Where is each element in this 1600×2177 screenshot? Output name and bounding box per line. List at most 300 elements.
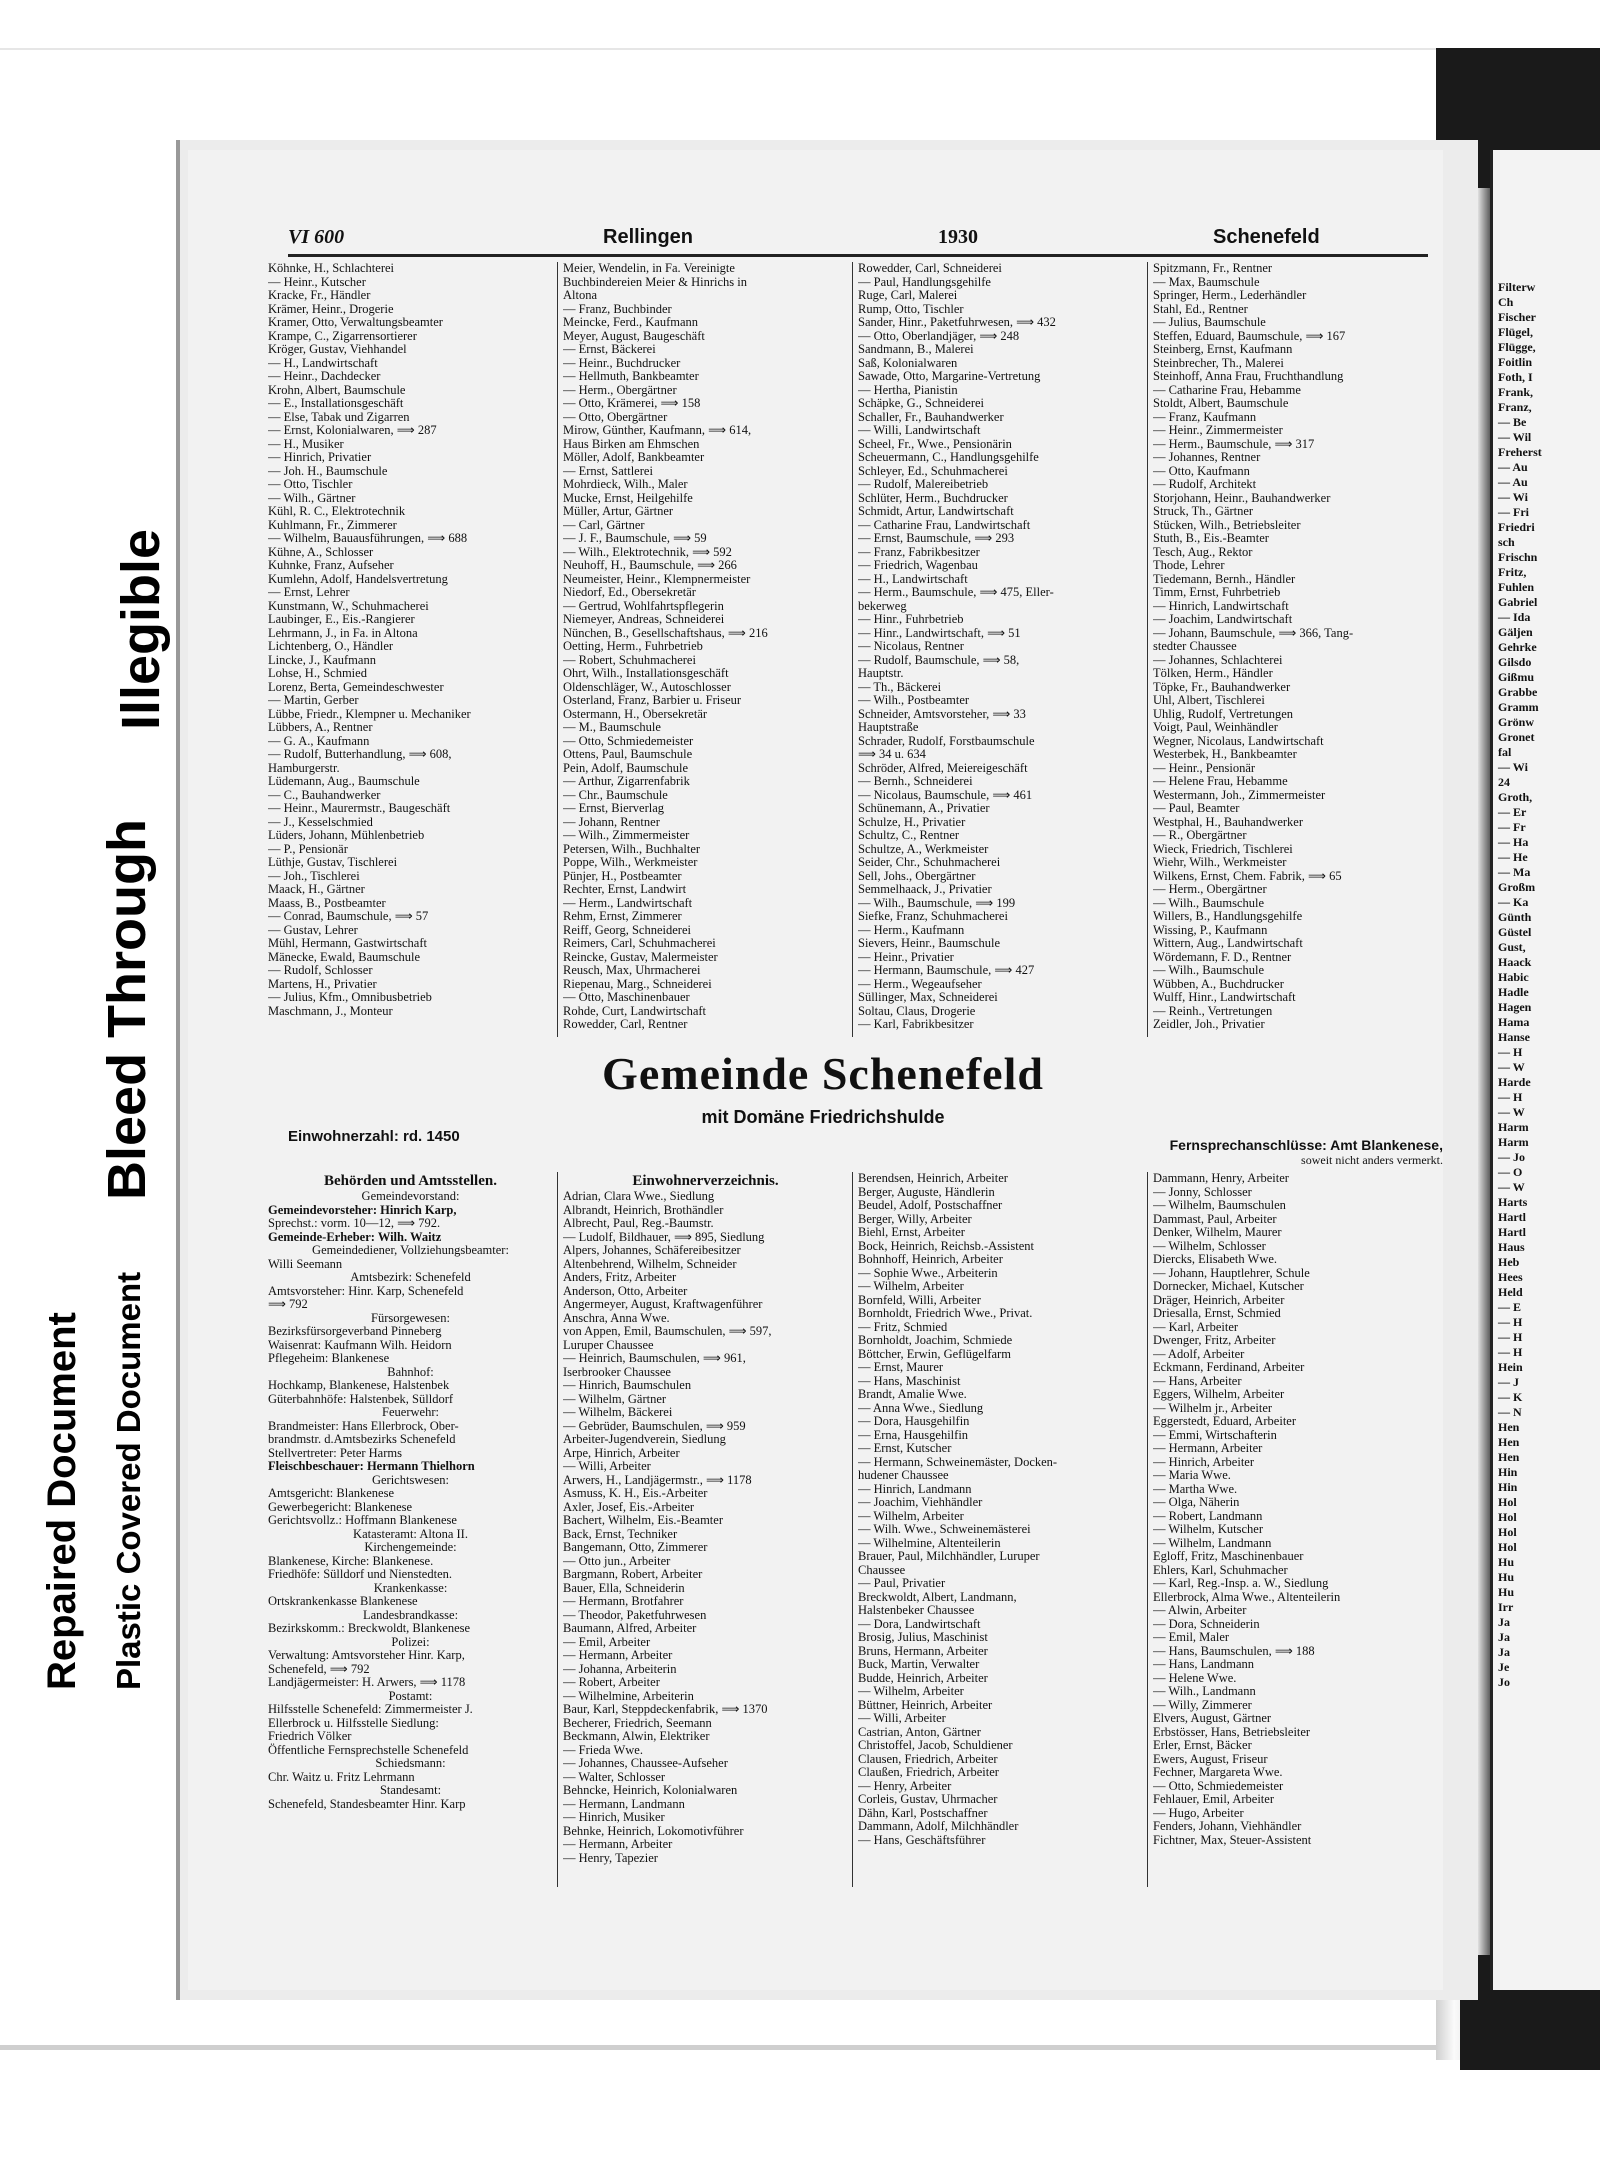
adjacent-page-fragment: Großm [1498, 880, 1536, 894]
directory-entry: Ehlers, Karl, Schuhmacher [1153, 1562, 1288, 1577]
directory-entry: Christoffel, Jacob, Schuldiener [858, 1738, 1013, 1752]
directory-entry: Feuerwehr: [382, 1405, 439, 1419]
directory-entry: Ellerbrock, Alma Wwe., Altenteilerin [1153, 1589, 1341, 1604]
directory-entry: Schenefeld, ⟹ 792 [268, 1661, 370, 1676]
directory-entry: Maack, H., Gärtner [268, 882, 365, 896]
directory-entry: Lübbers, A., Rentner [268, 720, 373, 734]
page-header [288, 220, 1428, 257]
directory-entry: Wieck, Friedrich, Tischlerei [1153, 841, 1293, 856]
directory-entry: — Karl, Fabrikbesitzer [858, 1017, 974, 1031]
directory-entry: Hochkamp, Blankenese, Halstenbek [268, 1378, 450, 1392]
directory-entry: Lübbe, Friedr., Klempner u. Mechaniker [268, 706, 471, 721]
directory-entry: — Ernst, Bäckerei [563, 342, 656, 356]
header-year: 1930 [938, 226, 978, 248]
directory-entry: Castrian, Anton, Gärtner [858, 1724, 981, 1739]
directory-column-bottom [268, 1172, 553, 1811]
directory-entry: Bachert, Wilhelm, Eis.-Beamter [563, 1513, 723, 1527]
directory-entry: Blankenese, Kirche: Blankenese. [268, 1553, 434, 1568]
directory-entry: — Wilhelm, Landmann [1153, 1535, 1272, 1550]
directory-entry: — Herm., Obergärtner [1153, 882, 1267, 896]
directory-entry: — Hertha, Pianistin [858, 382, 958, 397]
directory-entry: Wulff, Hinr., Landwirtschaft [1153, 990, 1296, 1004]
column-heading: Behörden und Amtsstellen. [324, 1173, 497, 1189]
directory-entry: Ottens, Paul, Baumschule [563, 747, 693, 761]
adjacent-page-fragment: Gronet [1498, 730, 1535, 744]
adjacent-page-fragment: Hama [1498, 1015, 1530, 1029]
adjacent-page-fragment: — H [1498, 1330, 1523, 1344]
directory-entry: Angermeyer, August, Kraftwagenführer [563, 1297, 763, 1311]
directory-entry: — Wilhelm jr., Arbeiter [1153, 1400, 1273, 1415]
directory-entry: Wegner, Nicolaus, Landwirtschaft [1153, 733, 1324, 748]
directory-entry: — Karl, Reg.-Insp. a. W., Siedlung [1153, 1576, 1329, 1590]
directory-entry: Fechner, Margareta Wwe. [1153, 1765, 1283, 1779]
directory-entry: Fleischbeschauer: Hermann Thielhorn [268, 1459, 475, 1473]
directory-entry: Wiehr, Wilh., Werkmeister [1153, 855, 1287, 869]
directory-entry: — Wilhelm, Schlosser [1153, 1238, 1266, 1253]
directory-entry: — Herm., Baumschule, ⟹ 317 [1153, 436, 1315, 451]
adjacent-page-fragment: Hu [1498, 1585, 1515, 1599]
adjacent-page-fragment: — Jo [1498, 1150, 1525, 1164]
directory-entry: — Herm., Obergärtner [563, 382, 677, 397]
directory-entry: Schaller, Fr., Bauhandwerker [858, 409, 1004, 424]
directory-entry: — Paul, Privatier [858, 1576, 946, 1590]
directory-entry: Sander, Hinr., Paketfuhrwesen, ⟹ 432 [858, 315, 1056, 329]
directory-entry: Schiedsmann: [375, 1756, 446, 1770]
directory-entry: Spitzmann, Fr., Rentner [1153, 262, 1273, 275]
directory-entry: Friedrich Völker [268, 1729, 352, 1743]
adjacent-page-fragment: — He [1498, 850, 1528, 864]
directory-entry: brandmstr. d.Amtsbezirks Schenefeld [268, 1432, 456, 1446]
label-repaired: Repaired Document [40, 1312, 84, 1690]
directory-entry: Amtsbezirk: Schenefeld [350, 1270, 471, 1284]
directory-entry: Steinhoff, Anna Frau, Fruchthandlung [1153, 369, 1344, 383]
directory-entry: Westerbek, H., Bankbeamter [1153, 747, 1297, 761]
directory-entry: Gemeinde-Erheber: Wilh. Waitz [268, 1229, 442, 1244]
directory-entry: — Wilh., Baumschule, ⟹ 199 [858, 895, 1016, 910]
directory-entry: — Karl, Arbeiter [1153, 1319, 1239, 1334]
directory-entry: — Herm., Kaufmann [858, 922, 965, 937]
directory-entry: Berger, Auguste, Händlerin [858, 1184, 995, 1199]
directory-entry: Oldenschläger, W., Autoschlosser [563, 679, 731, 694]
adjacent-page-fragment: — Ida [1498, 610, 1531, 624]
directory-entry: Maschmann, J., Monteur [268, 1003, 393, 1018]
adjacent-page-fragment: Hartl [1498, 1225, 1526, 1239]
directory-entry: Schmidt, Artur, Landwirtschaft [858, 504, 1014, 518]
directory-entry: Stahl, Ed., Rentner [1153, 301, 1248, 316]
directory-entry: Albrecht, Paul, Reg.-Baumstr. [563, 1216, 714, 1230]
directory-entry: — Rudolf, Butterhandlung, ⟹ 608, [268, 747, 452, 761]
directory-entry: Bezirksfürsorgeverband Pinneberg [268, 1324, 442, 1338]
directory-entry: Gemeindevorsteher: Hinrich Karp, [268, 1202, 457, 1217]
directory-entry: Iserbrooker Chaussee [563, 1364, 671, 1379]
adjacent-page-fragment: 24 [1498, 775, 1510, 789]
directory-entry: Rechter, Ernst, Landwirt [563, 882, 687, 896]
adjacent-page-fragment: Hagen [1498, 1000, 1532, 1014]
directory-column-top [858, 262, 1143, 1032]
directory-entry: Lincke, J., Kaufmann [268, 652, 376, 667]
adjacent-page-fragment: Fischer [1498, 310, 1536, 324]
directory-entry: Wördemann, F. D., Rentner [1153, 949, 1292, 964]
directory-entry: Baumann, Alfred, Arbeiter [563, 1621, 697, 1635]
directory-entry: Verwaltung: Amtsvorsteher Hinr. Karp, [268, 1648, 465, 1662]
directory-entry: Driesalla, Ernst, Schmied [1153, 1306, 1281, 1320]
column-rule [852, 262, 853, 1037]
directory-entry: — Max, Baumschule [1153, 274, 1260, 289]
directory-entry: — Wilhelm, Baumschulen [1153, 1198, 1286, 1212]
directory-entry: Berger, Willy, Arbeiter [858, 1211, 972, 1226]
directory-entry: — Joachim, Landwirtschaft [1153, 612, 1293, 626]
adjacent-page-fragment: — H [1498, 1315, 1523, 1329]
directory-entry: Kühl, R. C., Elektrotechnik [268, 504, 406, 518]
directory-entry: Pflegeheim: Blankenese [268, 1351, 390, 1365]
directory-entry: Adrian, Clara Wwe., Siedlung [563, 1189, 715, 1203]
directory-entry: — Rudolf, Malereibetrieb [858, 477, 989, 491]
directory-entry: Behnke, Heinrich, Lokomotivführer [563, 1823, 744, 1838]
label-plastic: Plastic Covered Document [110, 1271, 147, 1690]
directory-entry: — Robert, Landmann [1153, 1508, 1263, 1523]
adjacent-page-fragment: Flügel, [1498, 325, 1533, 339]
column-rule [852, 1172, 853, 1887]
header-section: Schenefeld [1213, 226, 1320, 248]
directory-entry: — Hinrich, Landwirtschaft [1153, 598, 1289, 613]
directory-entry: Lüdemann, Aug., Baumschule [268, 774, 420, 788]
directory-entry: Sell, Johs., Obergärtner [858, 868, 976, 883]
directory-entry: Ellerbrock u. Hilfsstelle Siedlung: [268, 1715, 439, 1730]
directory-entry: — Ernst, Sattlerei [563, 463, 653, 478]
adjacent-page-fragment: — Wil [1498, 430, 1532, 444]
directory-entry: Albrandt, Heinrich, Brothändler [563, 1202, 724, 1217]
adjacent-page-fragment: Hol [1498, 1525, 1517, 1539]
adjacent-page-fragment: Jo [1498, 1675, 1510, 1689]
directory-entry: — Heinr., Dachdecker [268, 369, 381, 383]
directory-entry: — Otto, Maschinenbauer [563, 990, 690, 1004]
directory-entry: — Ernst, Maurer [858, 1360, 944, 1374]
directory-entry: Güterbahnhöfe: Halstenbek, Sülldorf [268, 1391, 454, 1406]
adjacent-page-fragment: — Ha [1498, 835, 1529, 849]
adjacent-page-fragment: Hol [1498, 1510, 1517, 1524]
adjacent-page-fragment: Foth, I [1498, 370, 1533, 384]
adjacent-page-fragment: — N [1498, 1405, 1522, 1419]
directory-entry: Berendsen, Heinrich, Arbeiter [858, 1172, 1008, 1185]
column-rule [1147, 262, 1148, 1037]
directory-entry: Timm, Ernst, Fuhrbetrieb [1153, 585, 1281, 599]
directory-entry: Egloff, Fritz, Maschinenbauer [1153, 1549, 1304, 1563]
adjacent-page-fragment: Hein [1498, 1360, 1523, 1374]
directory-entry: Dammann, Adolf, Milchhändler [858, 1819, 1019, 1833]
directory-entry: — Hinr., Fuhrbetrieb [858, 612, 964, 626]
directory-entry: Mirow, Günther, Kaufmann, ⟹ 614, [563, 423, 752, 437]
directory-entry: Neuhoff, H., Baumschule, ⟹ 266 [563, 558, 737, 572]
directory-entry: — Hans, Geschäftsführer [858, 1832, 986, 1847]
adjacent-page-fragment: Hartl [1498, 1210, 1526, 1224]
adjacent-page-fragment: Haus [1498, 1240, 1525, 1254]
directory-entry: — Hellmuth, Bankbeamter [563, 369, 699, 383]
directory-entry: — Otto, Oberlandjäger, ⟹ 248 [858, 328, 1020, 343]
adjacent-page [1490, 150, 1600, 1990]
directory-entry: — Willi, Arbeiter [563, 1459, 651, 1473]
directory-entry: Töpke, Fr., Bauhandwerker [1153, 679, 1291, 694]
adjacent-page-fragment: Hen [1498, 1420, 1520, 1434]
column-rule [1147, 1172, 1148, 1887]
directory-entry: — Rudolf, Architekt [1153, 477, 1257, 491]
directory-entry: — Maria Wwe. [1153, 1468, 1231, 1482]
directory-entry: — Helene Wwe. [1153, 1670, 1237, 1685]
adjacent-page-fragment: Flügge, [1498, 340, 1536, 354]
directory-entry: Siefke, Franz, Schuhmacherei [858, 909, 1008, 923]
directory-entry: Clausen, Friedrich, Arbeiter [858, 1751, 998, 1766]
scan-top-band [0, 48, 1600, 50]
directory-entry: Schleyer, Ed., Schuhmacherei [858, 463, 1008, 478]
adjacent-page-fragment: — Be [1498, 415, 1527, 429]
directory-entry: Mucke, Ernst, Heilgehilfe [563, 490, 693, 505]
adjacent-page-fragment: Freherst [1498, 445, 1542, 459]
adjacent-page-fragment: — H [1498, 1345, 1523, 1359]
directory-entry: — Henry, Tapezier [563, 1850, 658, 1865]
directory-entry: Kracke, Fr., Händler [268, 288, 371, 302]
directory-entry: — Ernst, Kutscher [858, 1441, 952, 1455]
directory-entry: — Herm., Landwirtschaft [563, 895, 693, 910]
directory-entry: — Otto, Obergärtner [563, 409, 668, 424]
adjacent-page-fragment: — Au [1498, 460, 1528, 474]
adjacent-page-fragment: Frank, [1498, 385, 1534, 399]
adjacent-page-fragment: Fritz, [1498, 565, 1527, 579]
adjacent-page-fragment: Grabbe [1498, 685, 1538, 699]
adjacent-page-fragment: Harm [1498, 1120, 1529, 1134]
directory-entry: — Ludolf, Bildhauer, ⟹ 895, Siedlung [563, 1229, 765, 1244]
adjacent-page-fragment: — H [1498, 1090, 1523, 1104]
directory-entry: Bauer, Ella, Schneiderin [563, 1580, 685, 1595]
column-rule [557, 1172, 558, 1887]
directory-entry: — Friedrich, Wagenbau [858, 558, 978, 572]
directory-entry: — Hans, Baumschulen, ⟹ 188 [1153, 1643, 1315, 1658]
directory-entry: Friedhöfe: Sülldorf und Nienstedten. [268, 1567, 452, 1581]
directory-entry: Laubinger, E., Eis.-Rangierer [268, 612, 415, 626]
directory-entry: Reiff, Georg, Schneiderei [563, 922, 691, 937]
directory-entry: Wissing, P., Kaufmann [1153, 922, 1268, 937]
adjacent-page-fragment: Ja [1498, 1615, 1510, 1629]
directory-entry: — Dora, Landwirtschaft [858, 1616, 981, 1631]
adjacent-page-fragment: Ja [1498, 1630, 1510, 1644]
directory-entry: — Willi, Landwirtschaft [858, 423, 981, 437]
adjacent-page-fragment: Je [1498, 1660, 1510, 1674]
adjacent-page-fragment: — Ka [1498, 895, 1529, 909]
adjacent-page-fragment: Fuhlen [1498, 580, 1535, 594]
directory-entry: Arbeiter-Jugendverein, Siedlung [563, 1432, 726, 1446]
adjacent-page-fragment: — Fri [1498, 505, 1529, 519]
directory-column-top [268, 262, 553, 1018]
directory-entry: Schrader, Rudolf, Forstbaumschule [858, 733, 1035, 748]
adjacent-page-fragment: — K [1498, 1390, 1523, 1404]
directory-entry: Kühne, A., Schlosser [268, 544, 374, 559]
directory-entry: Chr. Waitz u. Fritz Lehrmann [268, 1769, 415, 1784]
directory-entry: Bornholdt, Friedrich Wwe., Privat. [858, 1306, 1033, 1320]
directory-entry: — Hermann, Baumschule, ⟹ 427 [858, 963, 1035, 977]
directory-entry: Polizei: [391, 1634, 430, 1649]
directory-entry: — Conrad, Baumschule, ⟹ 57 [268, 909, 429, 923]
adjacent-page-fragment: Günth [1498, 910, 1532, 924]
adjacent-page-fragment: Haack [1498, 955, 1532, 969]
directory-entry: Biehl, Ernst, Arbeiter [858, 1225, 965, 1239]
directory-entry: Elvers, August, Gärtner [1153, 1711, 1272, 1725]
directory-entry: — Hinrich, Landmann [858, 1481, 972, 1496]
directory-entry: Kuhlmann, Fr., Zimmerer [268, 517, 397, 532]
directory-entry: Halstenbeker Chaussee [858, 1603, 975, 1617]
directory-entry: Wilkens, Ernst, Chem. Fabrik, ⟹ 65 [1153, 868, 1342, 883]
directory-entry: stedter Chaussee [1153, 639, 1237, 653]
directory-entry: Fichtner, Max, Steuer-Assistent [1153, 1832, 1312, 1847]
adjacent-page-fragment: — Au [1498, 475, 1528, 489]
directory-entry: — Nicolaus, Baumschule, ⟹ 461 [858, 787, 1033, 802]
directory-entry: Lüders, Johann, Mühlenbetrieb [268, 828, 425, 842]
directory-entry: — Catharine Frau, Landwirtschaft [858, 517, 1031, 532]
directory-entry: Möller, Adolf, Bankbeamter [563, 450, 705, 464]
directory-entry: Thode, Lehrer [1153, 558, 1225, 572]
adjacent-page-fragment: — O [1498, 1165, 1523, 1179]
directory-entry: Schulze, H., Privatier [858, 814, 966, 829]
directory-entry: Reimers, Carl, Schuhmacherei [563, 936, 716, 950]
directory-entry: Back, Ernst, Techniker [563, 1526, 678, 1541]
directory-column-bottom [563, 1172, 848, 1865]
directory-entry: — Hermann, Schweinemäster, Docken- [858, 1454, 1058, 1469]
directory-entry: Dräger, Heinrich, Arbeiter [1153, 1292, 1285, 1307]
directory-entry: Luruper Chaussee [563, 1337, 654, 1352]
directory-entry: Stoldt, Albert, Baumschule [1153, 396, 1289, 410]
directory-entry: Sprechst.: vorm. 10—12, ⟹ 792. [268, 1216, 441, 1230]
directory-entry: — Henry, Arbeiter [858, 1778, 952, 1793]
directory-entry: Landjägermeister: H. Arwers, ⟹ 1178 [268, 1675, 466, 1689]
directory-entry: Sandmann, B., Malerei [858, 342, 974, 356]
directory-entry: Alpers, Johannes, Schäfereibesitzer [563, 1243, 741, 1257]
directory-entry: Mühl, Hermann, Gastwirtschaft [268, 936, 427, 950]
adjacent-page-fragment: Hanse [1498, 1030, 1531, 1044]
directory-entry: Rowedder, Carl, Schneiderei [858, 262, 1002, 275]
directory-entry: Pein, Adolf, Baumschule [563, 760, 688, 775]
column-heading: Einwohnerverzeichnis. [632, 1173, 779, 1189]
directory-entry: Anderson, Otto, Arbeiter [563, 1283, 688, 1298]
directory-entry: Ortskrankenkasse Blankenese [268, 1594, 418, 1608]
directory-entry: — Rudolf, Baumschule, ⟹ 58, [858, 652, 1020, 667]
directory-entry: — Gertrud, Wohlfahrtspflegerin [563, 598, 724, 613]
directory-entry: Schröder, Alfred, Meiereigeschäft [858, 760, 1028, 775]
directory-entry: Arwers, H., Landjägermstr., ⟹ 1178 [563, 1472, 752, 1487]
directory-entry: Tölken, Herm., Händler [1153, 666, 1273, 680]
adjacent-page-fragment: — Fr [1498, 820, 1526, 834]
directory-entry: Fenders, Johann, Viehhändler [1153, 1819, 1302, 1833]
directory-entry: Neumeister, Heinr., Klempnermeister [563, 571, 751, 586]
directory-entry: Hauptstraße [858, 720, 919, 734]
adjacent-page-fragment: Hol [1498, 1540, 1517, 1554]
adjacent-page-fragment: Foitlin [1498, 355, 1533, 369]
directory-entry: Gemeindediener, Vollziehungsbeamter: [312, 1243, 509, 1257]
directory-entry: — Julius, Baumschule [1153, 315, 1266, 329]
adjacent-page-fragment: Harts [1498, 1195, 1528, 1209]
directory-entry: Stücken, Wilh., Betriebsleiter [1153, 517, 1301, 532]
directory-entry: — Heinrich, Baumschulen, ⟹ 961, [563, 1351, 746, 1365]
directory-entry: Öffentliche Fernsprechstelle Schenefeld [268, 1742, 469, 1757]
adjacent-page-fragment: Gust, [1498, 940, 1526, 954]
directory-entry: Gemeindevorstand: [361, 1189, 460, 1203]
section-subtitle: mit Domäne Friedrichshulde [701, 1107, 945, 1127]
directory-entry: Krohn, Albert, Baumschule [268, 382, 406, 397]
directory-entry: — Hinrich, Arbeiter [1153, 1454, 1255, 1469]
directory-entry: — Johann, Hauptlehrer, Schule [1153, 1265, 1310, 1280]
phone-note: Fernsprechanschlüsse: Amt Blankenese, [1169, 1137, 1443, 1153]
directory-entry: — H., Landwirtschaft [268, 355, 378, 370]
adjacent-page-fragment: Gißmu [1498, 670, 1535, 684]
directory-entry: Rohde, Curt, Landwirtschaft [563, 1003, 707, 1018]
directory-entry: Hamburgerstr. [268, 760, 340, 775]
directory-entry: Dwenger, Fritz, Arbeiter [1153, 1333, 1276, 1347]
directory-entry: — Olga, Näherin [1153, 1495, 1240, 1509]
directory-entry: — Wilh., Gärtner [268, 490, 356, 505]
directory-entry: Amtsvorsteher: Hinr. Karp, Schenefeld [268, 1283, 464, 1298]
directory-entry: Hilfsstelle Schenefeld: Zimmermeister J. [268, 1702, 473, 1716]
directory-entry: Erbstösser, Hans, Betriebsleiter [1153, 1724, 1311, 1739]
directory-entry: Reusch, Max, Uhrmacherei [563, 963, 701, 977]
directory-entry: Ostermann, H., Obersekretär [563, 706, 708, 721]
directory-entry: — Wilh., Landmann [1153, 1684, 1256, 1698]
directory-entry: — Otto, Schmiedemeister [563, 733, 694, 748]
directory-entry: Axler, Josef, Eis.-Arbeiter [563, 1499, 695, 1514]
population: Einwohnerzahl: rd. 1450 [288, 1128, 460, 1145]
directory-entry: Bornholdt, Joachim, Schmiede [858, 1333, 1013, 1347]
adjacent-page-fragment: Filterw [1498, 280, 1536, 294]
directory-entry: — Helene Frau, Hebamme [1153, 774, 1288, 788]
directory-entry: Haus Birken am Ehmschen [563, 436, 700, 451]
directory-entry: — Johannes, Rentner [1153, 450, 1261, 464]
directory-entry: — Ernst, Bierverlag [563, 801, 665, 815]
directory-entry: — Hans, Maschinist [858, 1373, 961, 1388]
directory-entry: Erler, Ernst, Bäcker [1153, 1738, 1252, 1752]
directory-entry: Bezirkskomm.: Breckwoldt, Blankenese [268, 1621, 471, 1635]
directory-entry: Niedorf, Ed., Obersekretär [563, 585, 696, 599]
scan-bottom-band [0, 2045, 1600, 2050]
directory-entry: Dammast, Paul, Arbeiter [1153, 1211, 1277, 1226]
directory-entry: — Ernst, Kolonialwaren, ⟹ 287 [268, 423, 437, 437]
adjacent-page-fragment: Hu [1498, 1570, 1515, 1584]
directory-entry: Büttner, Heinrich, Arbeiter [858, 1697, 993, 1712]
directory-entry: Seider, Chr., Schuhmacherei [858, 855, 1001, 869]
directory-entry: Rump, Otto, Tischler [858, 301, 964, 316]
directory-entry: — Willy, Zimmerer [1153, 1697, 1252, 1712]
directory-entry: — Dora, Schneiderin [1153, 1616, 1260, 1631]
directory-entry: — J. F., Baumschule, ⟹ 59 [563, 531, 707, 545]
page-number: VI 600 [288, 226, 345, 248]
directory-entry: — M., Baumschule [563, 720, 661, 734]
directory-entry: Schünemann, A., Privatier [858, 801, 990, 815]
adjacent-page-fragment: Gäljen [1498, 625, 1533, 639]
directory-entry: von Appen, Emil, Baumschulen, ⟹ 597, [563, 1324, 772, 1338]
adjacent-page-fragment: Harm [1498, 1135, 1529, 1149]
directory-entry: — Johannes, Chaussee-Aufseher [563, 1756, 728, 1770]
directory-entry: — Otto, Schmiedemeister [1153, 1778, 1284, 1793]
directory-entry: — Paul, Beamter [1153, 801, 1240, 815]
directory-entry: — Chr., Baumschule [563, 787, 668, 802]
directory-entry: Riepenau, Marg., Schneiderei [563, 976, 712, 991]
adjacent-page-fragment: Irr [1498, 1600, 1514, 1614]
directory-entry: Willi Seemann [268, 1256, 343, 1271]
directory-entry: Reincke, Gustav, Malermeister [563, 949, 718, 964]
adjacent-page-fragment: — E [1498, 1300, 1522, 1314]
directory-entry: Pünjer, H., Postbeamter [563, 868, 682, 883]
directory-entry: ⟹ 792 [268, 1297, 308, 1311]
directory-entry: Lehrmann, J., in Fa. in Altona [268, 625, 418, 640]
adjacent-page-fragment: — Er [1498, 805, 1527, 819]
directory-entry: Meyer, August, Baugeschäft [563, 328, 705, 343]
directory-entry: Schultze, A., Werkmeister [858, 841, 989, 856]
adjacent-page-fragment: Harde [1498, 1075, 1531, 1089]
directory-entry: — Hermann, Arbeiter [563, 1648, 673, 1662]
